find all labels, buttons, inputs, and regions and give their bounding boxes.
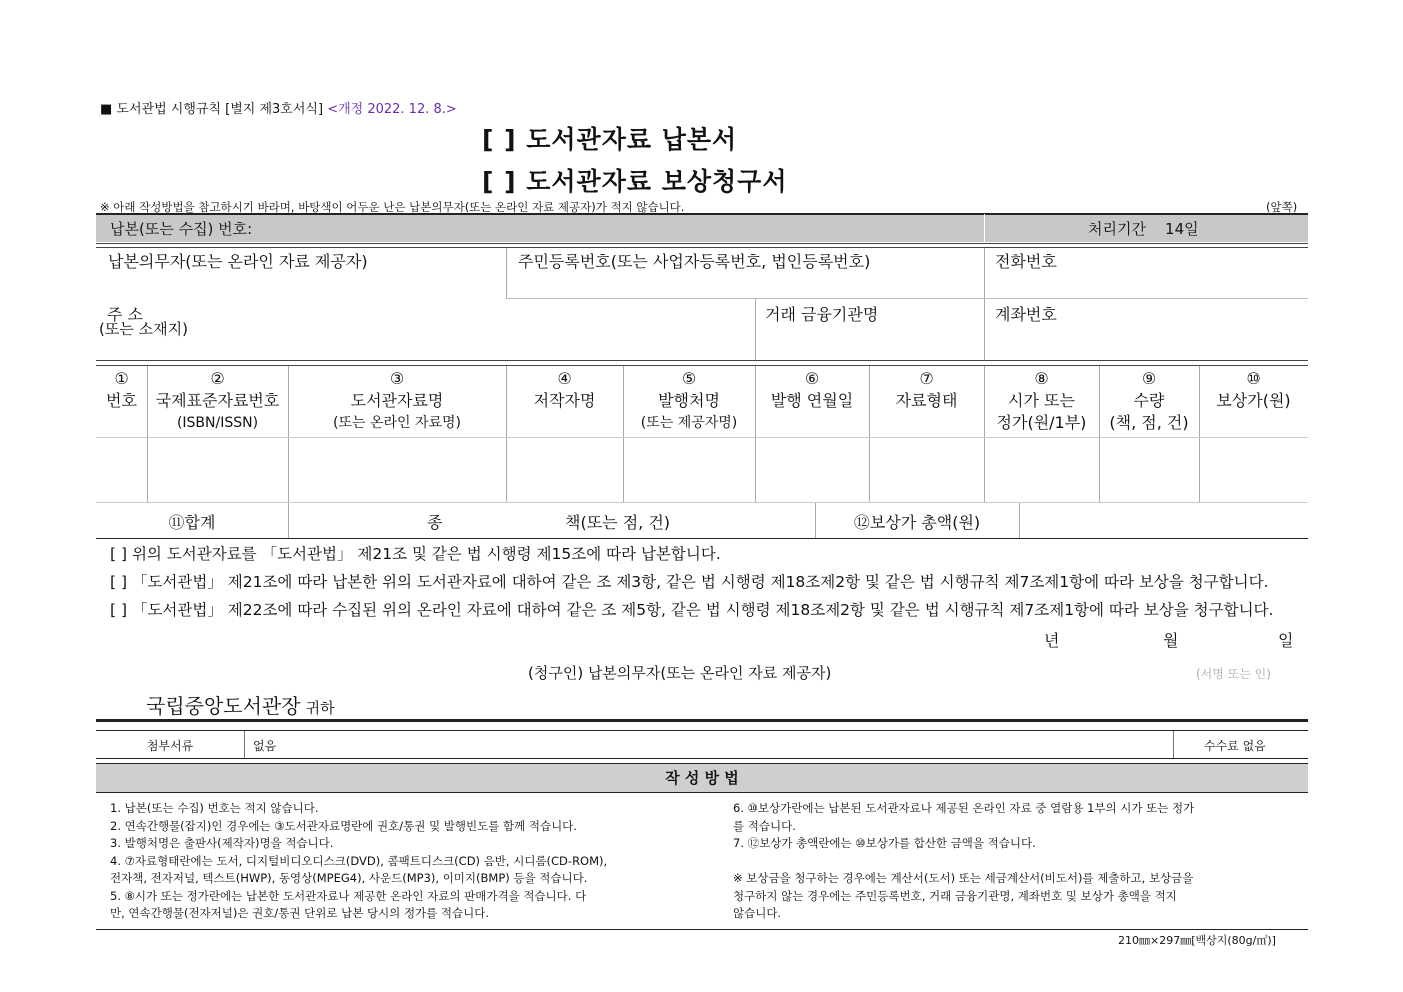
processing-period (1088, 218, 1199, 239)
column-header-format (869, 368, 984, 412)
column-marker: ① (114, 369, 129, 388)
date-month: 월 (1163, 631, 1179, 650)
paper-spec: 210㎜×297㎜[백상지(80g/㎡)] (1118, 934, 1276, 947)
column-label: 국제표준자료번호 (155, 391, 280, 410)
divider (96, 929, 1308, 930)
instruction-item: 전자책, 전자저널, 텍스트(HWP), 동영상(MPEG4), 사운드(MP3), 이미지(BMP) 등을 적습니다. (110, 871, 588, 885)
column-label: 보상가(원) (1216, 391, 1291, 410)
address-sublabel: (또는 소재지) (99, 320, 188, 338)
divider (96, 719, 1308, 722)
fee-note: 수수료 없음 (1204, 739, 1266, 753)
instructions-left (110, 800, 607, 923)
column-sublabel: (또는 온라인 자료명) (332, 415, 462, 431)
signature-hint: (서명 또는 인) (1196, 667, 1271, 681)
divider (506, 248, 507, 298)
divider (96, 763, 1308, 764)
column-label: 발행처명 (658, 391, 720, 410)
instruction-item: ※ 보상금을 청구하는 경우에는 계산서(도서) 또는 세금계산서(비도서)를 제출하고, 보상금을 (733, 871, 1194, 885)
processing-period-value: 14일 (1165, 220, 1199, 238)
instruction-item: 만, 연속간행물(전자저널)은 권호/통권 단위로 납본 당시의 정가를 적습니다. (110, 906, 490, 920)
obligor-label: 납본의무자(또는 온라인 자료 제공자) (108, 252, 368, 271)
column-marker: ⑧ (1034, 369, 1049, 388)
attachments-label: 첨부서류 (146, 739, 194, 753)
column-marker: ⑦ (919, 369, 934, 388)
divider (96, 502, 1308, 503)
page-side-label: (앞쪽) (1266, 200, 1298, 214)
column-marker: ③ (389, 369, 405, 388)
date-year: 년 (1044, 631, 1060, 650)
instruction-item: 2. 연속간행물(잡지)인 경우에는 ③도서관자료명란에 권호/통권 및 발행빈도를 함께 적습니다. (110, 818, 577, 833)
divider (244, 731, 245, 758)
phone-label: 전화번호 (995, 252, 1057, 271)
divider (755, 299, 756, 360)
instructions-heading: 작 성 방 법 (665, 769, 739, 787)
declaration-compensation-online: [ ] 「도서관법」 제22조에 따라 수집된 위의 온라인 자료에 대하여 같은 조 제5항, 같은 법 시행령 제18조제2항 및 같은 법 시행규칙 제7조제1항에 따라 보상을 청구합니다. (110, 601, 1274, 619)
column-header-number (96, 368, 147, 412)
divider (984, 214, 985, 242)
column-label: 발행 연월일 (770, 391, 854, 410)
column-label: 자료형태 (895, 391, 958, 410)
divider (96, 730, 1308, 731)
address-label: 주 소 (107, 305, 143, 324)
divider (96, 792, 1308, 793)
form-title-deposit: [ ] 도서관자료 납본서 (482, 125, 738, 154)
instruction-item: 6. ⑩보상가란에는 납본된 도서관자료나 제공된 온라인 자료 중 열람용 1부의 시가 또는 정가 (733, 801, 1195, 815)
column-label: 수량 (1133, 391, 1165, 410)
column-header-isbn (147, 368, 288, 434)
column-sublabel: 정가(원/1부) (996, 413, 1087, 432)
divider (96, 437, 1308, 438)
column-header-publisher (623, 368, 755, 434)
instruction-item: 청구하지 않는 경우에는 주민등록번호, 거래 금융기관명, 계좌번호 및 보상가 총액을 적지 (733, 888, 1177, 903)
account-label: 계좌번호 (995, 305, 1057, 324)
divider (506, 298, 1308, 299)
total-kind: 종 (427, 513, 443, 532)
column-label: 저작자명 (533, 391, 596, 410)
form-ref-text: ■ 도서관법 시행규칙 [별지 제3호서식] (100, 102, 324, 117)
instruction-item: 3. 발행처명은 출판사(제작자)명을 적습니다. (110, 836, 334, 850)
instruction-item: 5. ⑧시가 또는 정가란에는 납본한 도서관자료나 제공한 온라인 자료의 판매가격을 적습니다. 다 (110, 888, 587, 903)
column-header-title (288, 368, 506, 434)
claimant-label: (청구인) 납본의무자(또는 온라인 자료 제공자) (528, 664, 832, 682)
divider (96, 243, 1308, 244)
divider (1173, 731, 1174, 758)
total-amount-label: ⑫보상가 총액(원) (853, 513, 981, 532)
bank-label: 거래 금융기관명 (765, 305, 879, 324)
instruction-item: 를 적습니다. (733, 818, 796, 833)
instruction-item: 않습니다. (733, 906, 782, 920)
total-unit: 책(또는 점, 건) (565, 513, 671, 532)
declaration-deposit: [ ] 위의 도서관자료를 「도서관법」 제21조 및 같은 법 시행령 제15조에 따라 납본합니다. (110, 545, 721, 563)
column-header-compensation (1199, 368, 1308, 412)
instruction-spacer (733, 853, 1194, 871)
divider (96, 360, 1308, 361)
form-title-compensation: [ ] 도서관자료 보상청구서 (482, 167, 788, 196)
divider (1019, 503, 1020, 538)
recipient (146, 690, 335, 719)
recipient-name: 국립중앙도서관장 (146, 694, 301, 718)
total-label: ⑪합계 (168, 513, 216, 532)
instructions-right (733, 800, 1194, 923)
column-header-author (506, 368, 623, 412)
divider (96, 247, 1308, 248)
column-label: 도서관자료명 (350, 391, 444, 410)
processing-period-label: 처리기간 (1088, 220, 1146, 238)
column-header-quantity (1099, 368, 1199, 434)
column-marker: ⑤ (681, 369, 697, 388)
column-marker: ② (210, 369, 225, 388)
divider (96, 213, 1308, 215)
column-marker: ⑩ (1246, 369, 1261, 388)
deposit-number-label: 납본(또는 수집) 번호: (110, 220, 253, 238)
form-reference (100, 98, 457, 117)
column-marker: ⑥ (804, 369, 820, 388)
column-header-pub-date (755, 368, 869, 412)
instruction-item: 1. 납본(또는 수집) 번호는 적지 않습니다. (110, 801, 319, 815)
column-label: 번호 (106, 391, 137, 410)
instruction-item: 4. ⑦자료형태란에는 도서, 디지털비디오디스크(DVD), 콤팩트디스크(CD) 음반, 시디롬(CD-ROM), (110, 853, 608, 868)
divider (96, 758, 1308, 759)
column-sublabel: (또는 제공자명) (640, 415, 738, 431)
declaration-compensation-deposit: [ ] 「도서관법」 제21조에 따라 납본한 위의 도서관자료에 대하여 같은 조 제3항, 같은 법 시행령 제18조제2항 및 같은 법 시행규칙 제7조제1항에 따라 보상을 청구합니다. (110, 573, 1269, 591)
divider (96, 538, 1308, 539)
recipient-honorific: 귀하 (305, 699, 335, 717)
date-day: 일 (1278, 631, 1294, 650)
column-marker: ⑨ (1141, 369, 1157, 388)
divider (96, 365, 1308, 366)
column-header-price (984, 368, 1099, 434)
attachments-value: 없음 (253, 739, 277, 753)
column-marker: ④ (557, 369, 572, 388)
column-sublabel: (책, 점, 건) (1109, 413, 1189, 432)
instruction-item: 7. ⑫보상가 총액란에는 ⑩보상가를 합산한 금액을 적습니다. (733, 836, 1036, 850)
divider (984, 248, 985, 360)
column-sublabel: (ISBN/ISSN) (176, 415, 259, 431)
column-label: 시가 또는 (1008, 391, 1075, 410)
revision-date: <개정 2022. 12. 8.> (327, 102, 457, 117)
form-notice: ※ 아래 작성방법을 참고하시기 바라며, 바탕색이 어두운 난은 납본의무자(또는 온라인 자료 제공자)가 적지 않습니다. (100, 200, 685, 214)
registration-number-label: 주민등록번호(또는 사업자등록번호, 법인등록번호) (518, 252, 871, 271)
